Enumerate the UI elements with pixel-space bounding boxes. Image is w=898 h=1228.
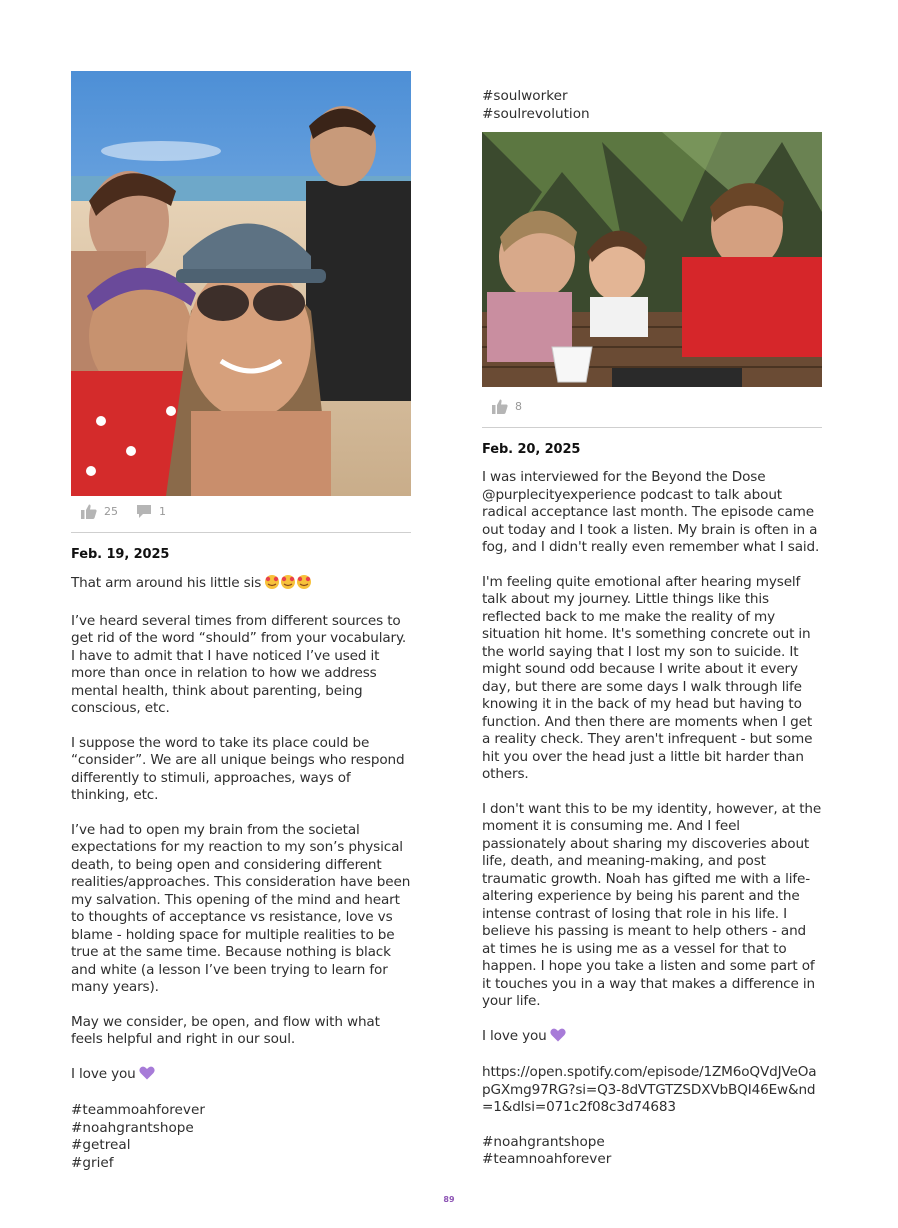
reactions-bar — [71, 496, 411, 526]
post-divider — [482, 427, 822, 428]
hashtag[interactable]: #soulworker — [482, 88, 568, 104]
hashtag[interactable]: #getreal — [71, 1137, 131, 1153]
post-paragraph: I’ve heard several times from different sources to get rid of the word “should” from your vocabulary. I have to admit that I have noticed I’ve used it more than once in relation to how we address mental health, think about parenting, being conscious, etc. — [71, 612, 407, 716]
hashtag-list — [482, 1134, 822, 1169]
love-text: I love you — [482, 1027, 547, 1044]
like-count[interactable] — [492, 399, 522, 414]
thumbs-up-icon — [81, 504, 97, 519]
comment-count-value: 1 — [159, 504, 166, 518]
hashtag-list-top — [482, 88, 822, 123]
love-line — [482, 1028, 822, 1048]
hugging-heart-faces-icon — [264, 574, 312, 596]
love-line — [71, 1066, 411, 1086]
love-text: I love you — [71, 1065, 136, 1082]
like-count-value: 25 — [104, 504, 118, 518]
post-text: That arm around his little sis — [71, 575, 262, 591]
spotify-link[interactable]: https://open.spotify.com/episode/1ZM6oQVdJVeOapGXmg97RG?si=Q3-8dVTGTZSDXVbBQI46Ew&nd=1&dlsi=071c2f08c3d74683 — [482, 1064, 817, 1115]
purple-heart-icon — [550, 1028, 566, 1048]
reactions-bar — [482, 391, 822, 421]
hashtag[interactable]: #grief — [71, 1154, 114, 1171]
thumbs-up-icon — [492, 399, 508, 414]
beach-selfie-photo — [71, 71, 411, 496]
post-date: Feb. 20, 2025 — [482, 442, 581, 457]
hashtag-list — [71, 1102, 411, 1172]
like-count-value: 8 — [515, 399, 522, 413]
post-paragraph: I’ve had to open my brain from the societal expectations for my reaction to my son’s physical death, to being open and considering different realities/approaches. This consideration have been my salvation. This opening of the mind and heart to thoughts of acceptance vs resistance, love vs blame - holding space for multiple realities to be true at the same time. Because nothing is black and white (a lesson I’ve been trying to learn for many years). — [71, 821, 411, 995]
kids-tablet-image — [482, 132, 822, 387]
post-paragraph: I'm feeling quite emotional after hearing myself talk about my journey. Little things like this reflected back to me make the reality of my situation hit home. It's something concrete out in the world saying that I lost my son to suicide. It might sound odd because I write about it every day, but there are some days I walk through life knowing it in the back of my head but having to function. And then there are moments when I get a reality check. They aren't infrequent - but some hit you over the head just a little bit harder than others. — [482, 573, 813, 782]
post-divider — [71, 532, 411, 533]
hashtag[interactable]: #noahgrantshope — [482, 1133, 605, 1150]
post-paragraph: I don't want this to be my identity, however, at the moment it is consuming me. And I feel passionately about sharing my discoveries about life, death, and meaning-making, and post traumatic growth. Noah has gifted me with a life-altering experience by being his parent and the intense contrast of losing that role in his life. I believe his passing is meant to help others - and at times he is using me as a vessel for that to happen. I hope you take a listen and some part of it touches you in a way that makes a difference in your life. — [482, 800, 822, 1009]
hashtag[interactable]: #teamnoahforever — [482, 1151, 612, 1167]
post-paragraph: May we consider, be open, and flow with what feels helpful and right in our soul. — [71, 1013, 380, 1047]
hashtag[interactable]: #noahgrantshope — [71, 1119, 194, 1136]
page-number: 89 — [443, 1195, 455, 1204]
comment-count[interactable] — [136, 504, 166, 519]
post-feb-20 — [482, 88, 822, 1169]
purple-heart-icon — [139, 1066, 155, 1086]
post-paragraph: I was interviewed for the Beyond the Dose @purplecityexperience podcast to talk about radical acceptance last month. The episode came out today and I took a listen. My brain is often in a fog, and I didn't really even remember what I said. — [482, 469, 820, 555]
post-feb-19 — [71, 71, 411, 1172]
hashtag[interactable]: #soulrevolution — [482, 105, 590, 122]
beach-selfie-image — [71, 71, 411, 496]
post-paragraph — [71, 574, 411, 596]
post-date: Feb. 19, 2025 — [71, 547, 170, 562]
post-paragraph: I suppose the word to take its place could be “consider”. We are all unique beings who respond differently to stimuli, approaches, ways of thinking, etc. — [71, 734, 405, 803]
comment-icon — [136, 504, 152, 519]
like-count[interactable] — [81, 504, 118, 519]
hashtag[interactable]: #teammoahforever — [71, 1102, 205, 1118]
kids-tablet-photo — [482, 132, 822, 387]
